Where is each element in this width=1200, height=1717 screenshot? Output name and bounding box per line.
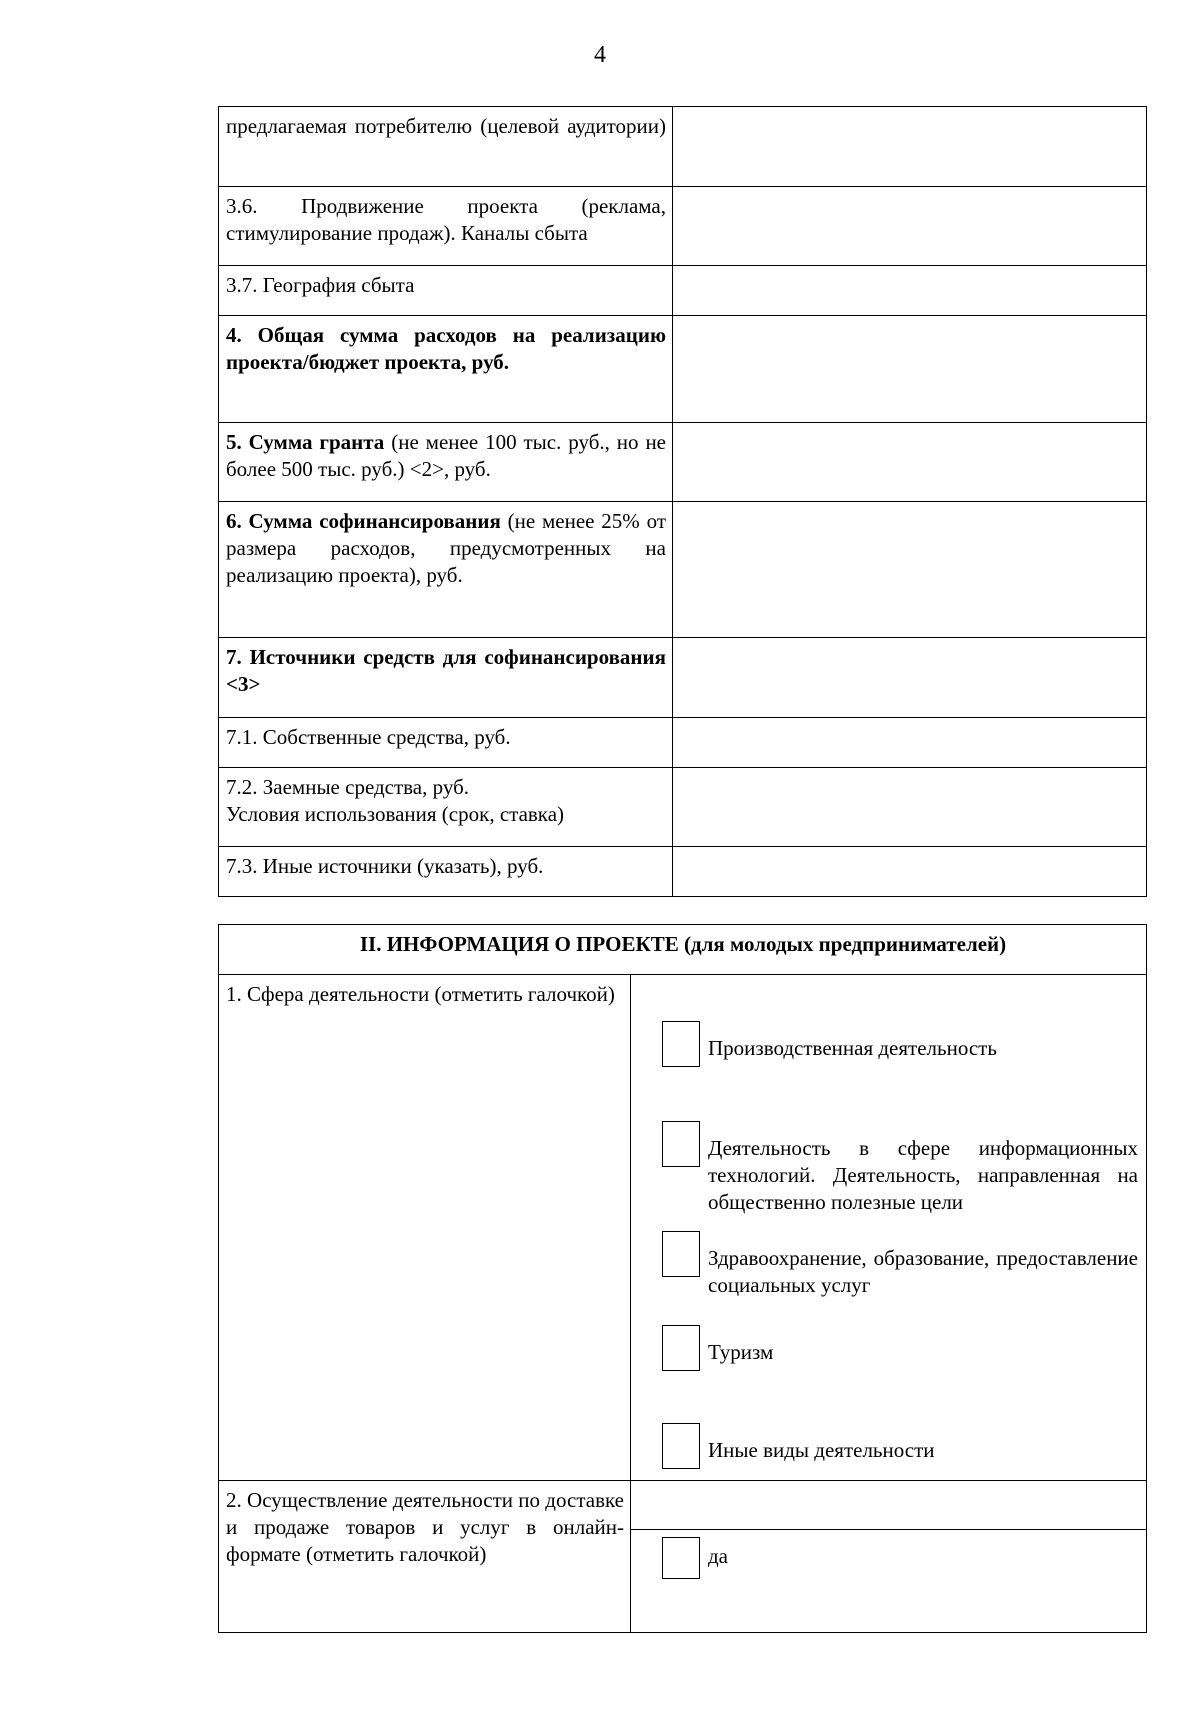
- table-row: [219, 847, 1147, 897]
- row-label: 7.3. Иные источники (указать), руб.: [219, 847, 673, 897]
- table-row: [219, 638, 1147, 718]
- table-row: [219, 1481, 1147, 1633]
- row-label: 7.1. Собственные средства, руб.: [219, 718, 673, 768]
- value-cell[interactable]: [673, 638, 1147, 718]
- online-option-cell: [631, 1481, 1147, 1633]
- table-row: [219, 316, 1147, 423]
- checkbox-tourism[interactable]: [662, 1325, 700, 1371]
- row-label-bold: 6. Сумма софинансирования: [226, 509, 501, 533]
- row-label-rest: (не менее 25% от размера расходов, предусмотренных на реализацию проекта), руб.: [226, 509, 666, 587]
- option-label: Здравоохранение, образование, предоставление социальных услуг: [708, 1246, 1138, 1297]
- checkbox-production[interactable]: [662, 1021, 700, 1067]
- row-label: 3.6. Продвижение проекта (реклама, стимулирование продаж). Каналы сбыта: [219, 187, 673, 266]
- row-label-line1: 7.2. Заемные средства, руб.: [226, 775, 470, 799]
- checkbox-healthcare[interactable]: [662, 1231, 700, 1277]
- row-label-bold: 5. Сумма гранта: [226, 430, 385, 454]
- row-label: [219, 502, 673, 638]
- value-cell[interactable]: [673, 266, 1147, 316]
- divider: [631, 1529, 1146, 1530]
- value-cell[interactable]: [673, 107, 1147, 187]
- row-label: 4. Общая сумма расходов на реализацию проекта/бюджет проекта, руб.: [219, 316, 673, 423]
- checkbox-it[interactable]: [662, 1121, 700, 1167]
- row-label: предлагаемая потребителю (целевой аудитории): [219, 107, 673, 187]
- value-cell[interactable]: [673, 768, 1147, 847]
- checkbox-other[interactable]: [662, 1423, 700, 1469]
- table-row: [219, 266, 1147, 316]
- value-cell[interactable]: [673, 502, 1147, 638]
- option-label: да: [708, 1544, 729, 1568]
- row-label-rest: (не менее 100 тыс. руб., но не более 500 тыс. руб.) <2>, руб.: [226, 430, 667, 481]
- option-label: Туризм: [708, 1340, 774, 1364]
- value-cell[interactable]: [673, 316, 1147, 423]
- option-label: Производственная деятельность: [708, 1036, 997, 1060]
- section-title: [219, 925, 1147, 975]
- row-label-line2: Условия использования (срок, ставка): [226, 802, 565, 826]
- value-cell[interactable]: [673, 423, 1147, 502]
- table-row: [219, 107, 1147, 187]
- table-row: [219, 502, 1147, 638]
- table-row: [219, 423, 1147, 502]
- section-title-rest: (для молодых предпринимателей): [678, 932, 1007, 956]
- option-label: Деятельность в сфере информационных технологий. Деятельность, направленная на общественно полезные цели: [708, 1136, 1138, 1214]
- section-title-bold: II. ИНФОРМАЦИЯ О ПРОЕКТЕ: [359, 932, 679, 956]
- section-header-row: [219, 925, 1147, 975]
- page-number: 4: [594, 42, 606, 68]
- table-row: [219, 768, 1147, 847]
- checkbox-online-yes[interactable]: [662, 1537, 700, 1579]
- row-label: 3.7. География сбыта: [219, 266, 673, 316]
- row-label: 7. Источники средств для софинансирования <3>: [219, 638, 673, 718]
- row-label: [219, 768, 673, 847]
- value-cell[interactable]: [673, 718, 1147, 768]
- activity-options: [631, 975, 1147, 1481]
- option-label: Иные виды деятельности: [708, 1438, 935, 1462]
- row-label: 1. Сфера деятельности (отметить галочкой): [219, 975, 631, 1481]
- value-cell[interactable]: [673, 847, 1147, 897]
- row-label: [219, 423, 673, 502]
- table-row: [219, 187, 1147, 266]
- row-label: 2. Осуществление деятельности по доставке и продаже товаров и услуг в онлайн-формате (отметить галочкой): [219, 1481, 631, 1633]
- project-info-table: [218, 106, 1147, 897]
- value-cell[interactable]: [673, 187, 1147, 266]
- table-row: [219, 975, 1147, 1481]
- young-entrepreneurs-table: [218, 924, 1147, 1633]
- table-row: [219, 718, 1147, 768]
